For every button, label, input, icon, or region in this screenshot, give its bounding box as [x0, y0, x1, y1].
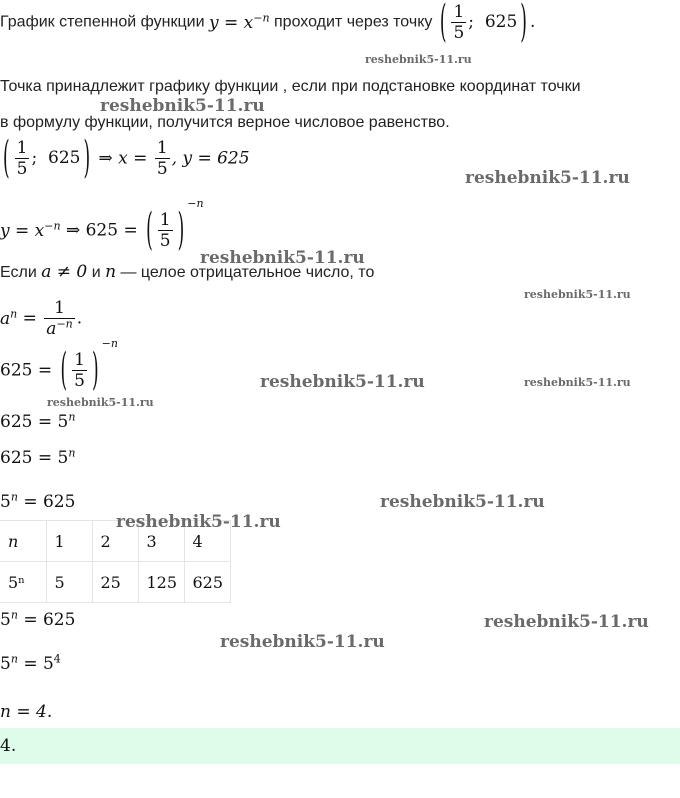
- step-5n-54: $5^n = 5^4$: [0, 652, 61, 674]
- watermark: reshebnik5-11.ru: [524, 288, 631, 301]
- step-625-5n-a: $625 = 5^n$: [0, 410, 76, 432]
- watermark: reshebnik5-11.ru: [116, 512, 281, 532]
- table-cell: 3: [138, 521, 184, 562]
- answer-box: [0, 728, 680, 764]
- problem-formula: $y = x^{-n}$: [208, 10, 270, 33]
- watermark: reshebnik5-11.ru: [380, 492, 545, 512]
- table-cell: 2: [92, 521, 138, 562]
- step-5n-625: 5$^n$ = 625: [0, 490, 76, 512]
- watermark: reshebnik5-11.ru: [47, 396, 154, 409]
- power-equation: 625 = ( $\frac{1}{5}$ )$^{-n}$: [0, 337, 118, 397]
- table-cell: 625: [184, 562, 230, 603]
- watermark: reshebnik5-11.ru: [524, 376, 631, 389]
- solution-para-line2: в формулу функции, получится верное числовое равенство.: [0, 114, 450, 131]
- step-625-5n-b: $625 = 5^n$: [0, 446, 76, 468]
- problem-statement: [0, 2, 535, 54]
- step-5n-625-again: 5$^n$ = 625: [0, 608, 76, 630]
- n-result: n = 4.: [0, 702, 53, 722]
- answer-text: 4.: [0, 736, 17, 756]
- table-cell: 1: [46, 521, 92, 562]
- table-cell: 25: [92, 562, 138, 603]
- substitution-equation: $y = x^{-n}$ ⇒ 625 = ( $\frac{1}{5}$ )$^{-n}$: [0, 197, 204, 257]
- solution-para-line1: Точка принадлежит графику функции , если при подстановке координат точки: [0, 78, 581, 95]
- rule-formula: $a^n$ = $\frac{1}{a^{-n}}$ .: [0, 298, 83, 339]
- table-row: [0, 562, 230, 603]
- problem-text-before: График степенной функции: [0, 13, 205, 31]
- problem-text-middle: проходит через точку: [274, 13, 433, 31]
- table-cell: 4: [184, 521, 230, 562]
- watermark: reshebnik5-11.ru: [484, 612, 649, 632]
- watermark: reshebnik5-11.ru: [260, 372, 425, 392]
- table-cell: 125: [138, 562, 184, 603]
- rule-text: Если a ≠ 0 и n — целое отрицательное число, то: [0, 262, 375, 282]
- watermark: reshebnik5-11.ru: [200, 248, 365, 268]
- powers-table: [0, 520, 231, 603]
- problem-point: ( $\frac{1}{5}$ ; 625 ) .: [439, 0, 536, 49]
- coords-equation: ( $\frac{1}{5}$ ; 625 ) ⇒ x = $\frac{1}{5}$ , y = 625: [3, 132, 250, 185]
- table-cell: 5: [46, 562, 92, 603]
- watermark: reshebnik5-11.ru: [220, 632, 385, 652]
- watermark: reshebnik5-11.ru: [365, 53, 472, 66]
- table-cell: n: [0, 521, 46, 562]
- watermark: reshebnik5-11.ru: [465, 168, 630, 188]
- table-cell: 5ⁿ: [0, 562, 46, 603]
- watermark: reshebnik5-11.ru: [100, 96, 265, 116]
